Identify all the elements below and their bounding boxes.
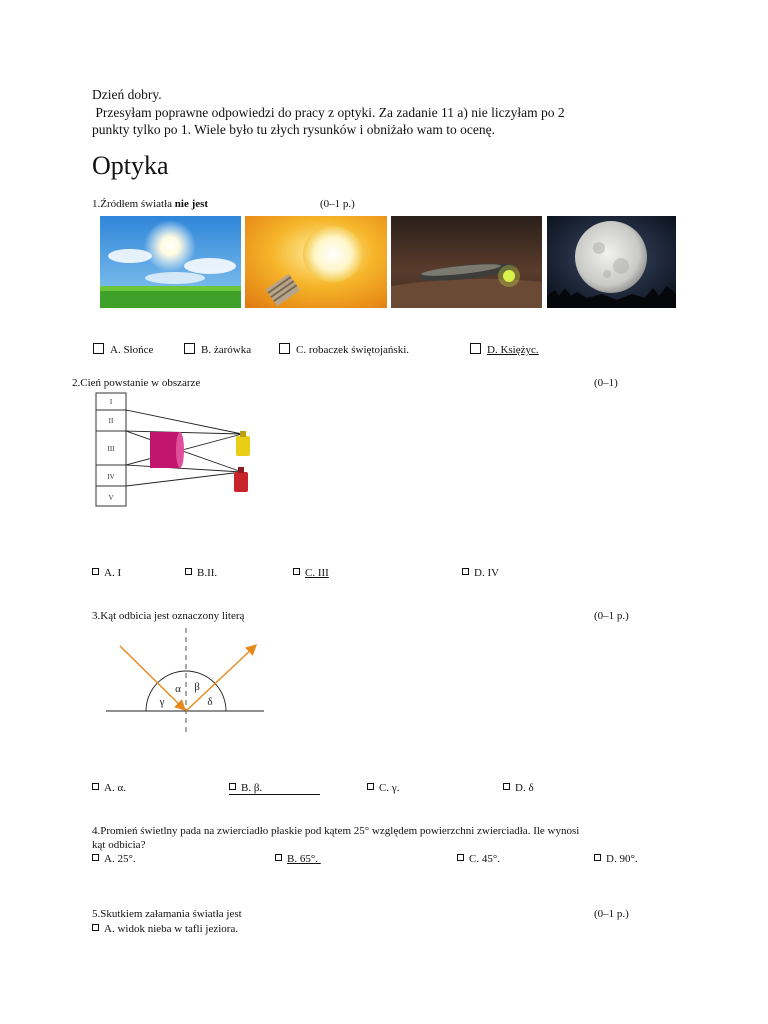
q2-option-a[interactable]: A. I — [92, 566, 121, 580]
checkbox-icon[interactable] — [93, 343, 104, 354]
q2-prompt: 2.Cień powstanie w obszarze — [72, 377, 201, 389]
checkbox-icon[interactable] — [457, 854, 464, 861]
q3-option-c[interactable]: C. γ. — [367, 781, 399, 795]
letter-line-2: punkty tylko po 1. Wiele było tu złych rysunków i obniżało wam to ocenę. — [92, 122, 496, 137]
reflection-diagram — [100, 624, 270, 740]
q1-points: (0–1 p.) — [320, 198, 355, 210]
q4-prompt-line-2: kąt odbicia? — [92, 839, 146, 851]
checkbox-icon[interactable] — [462, 568, 469, 575]
q5-option-a[interactable]: A. widok nieba w tafli jeziora. — [92, 922, 238, 936]
checkbox-icon[interactable] — [229, 783, 236, 790]
q1-option-b[interactable]: B. żarówka — [184, 343, 251, 357]
q4-prompt-line-1: 4.Promień świetlny pada na zwierciadło płaskie pod kątem 25° względem powierzchni zwierciadła. Ile wynosi — [92, 825, 580, 837]
checkbox-icon[interactable] — [92, 854, 99, 861]
angle-beta: β — [194, 681, 200, 693]
q5-points: (0–1 p.) — [594, 908, 629, 920]
q4-option-b[interactable]: B. 65°. — [275, 852, 321, 866]
q3-option-a[interactable]: A. α. — [92, 781, 126, 795]
q1-option-a[interactable]: A. Słońce — [93, 343, 153, 357]
q3-option-b[interactable]: B. β. — [229, 781, 320, 795]
zone-label-1: I — [109, 398, 113, 406]
q5-prompt: 5.Skutkiem załamania światła jest — [92, 908, 242, 920]
checkbox-icon[interactable] — [470, 343, 481, 354]
q3-option-d[interactable]: D. δ — [503, 781, 534, 795]
q1-option-d[interactable]: D. Księżyc. — [470, 343, 539, 357]
zone-label-2: II — [108, 417, 114, 425]
q2-option-b[interactable]: B.II. — [185, 566, 217, 580]
letter-line-1: Przesyłam poprawne odpowiedzi do pracy z optyki. Za zadanie 11 a) nie liczyłam po 2 — [92, 105, 565, 120]
sun-sky-image — [100, 216, 241, 308]
q1-prompt-text: 1.Źródłem światła — [92, 198, 175, 210]
q2-option-c[interactable]: C. III — [293, 566, 329, 580]
q4-option-a[interactable]: A. 25°. — [92, 852, 136, 866]
shadow-diagram — [90, 390, 260, 510]
checkbox-icon[interactable] — [279, 343, 290, 354]
checkbox-icon[interactable] — [92, 783, 99, 790]
angle-gamma: γ — [159, 696, 165, 708]
q4-option-c[interactable]: C. 45°. — [457, 852, 500, 866]
q2-points: (0–1) — [594, 377, 618, 389]
checkbox-icon[interactable] — [367, 783, 374, 790]
angle-alpha: α — [175, 683, 181, 695]
q1-prompt — [92, 197, 208, 211]
checkbox-icon[interactable] — [503, 783, 510, 790]
angle-delta: δ — [207, 696, 213, 708]
page-title: Optyka — [92, 151, 169, 180]
firefly-image — [391, 216, 542, 308]
zone-label-4: IV — [107, 473, 115, 481]
q2-option-d[interactable]: D. IV — [462, 566, 499, 580]
q3-points: (0–1 p.) — [594, 610, 629, 622]
checkbox-icon[interactable] — [184, 343, 195, 354]
checkbox-icon[interactable] — [594, 854, 601, 861]
moon-image — [547, 216, 676, 308]
q1-option-c[interactable]: C. robaczek świętojański. — [279, 343, 409, 357]
greeting: Dzień dobry. — [92, 87, 162, 102]
zone-label-5: V — [108, 494, 114, 502]
q3-prompt: 3.Kąt odbicia jest oznaczony literą — [92, 610, 245, 622]
checkbox-icon[interactable] — [293, 568, 300, 575]
checkbox-icon[interactable] — [92, 568, 99, 575]
q1-prompt-bold: nie jest — [174, 198, 209, 210]
q4-option-d[interactable]: D. 90°. — [594, 852, 638, 866]
zone-label-3: III — [107, 445, 115, 453]
light-bulb-image — [245, 216, 387, 308]
checkbox-icon[interactable] — [185, 568, 192, 575]
checkbox-icon[interactable] — [92, 924, 99, 931]
checkbox-icon[interactable] — [275, 854, 282, 861]
